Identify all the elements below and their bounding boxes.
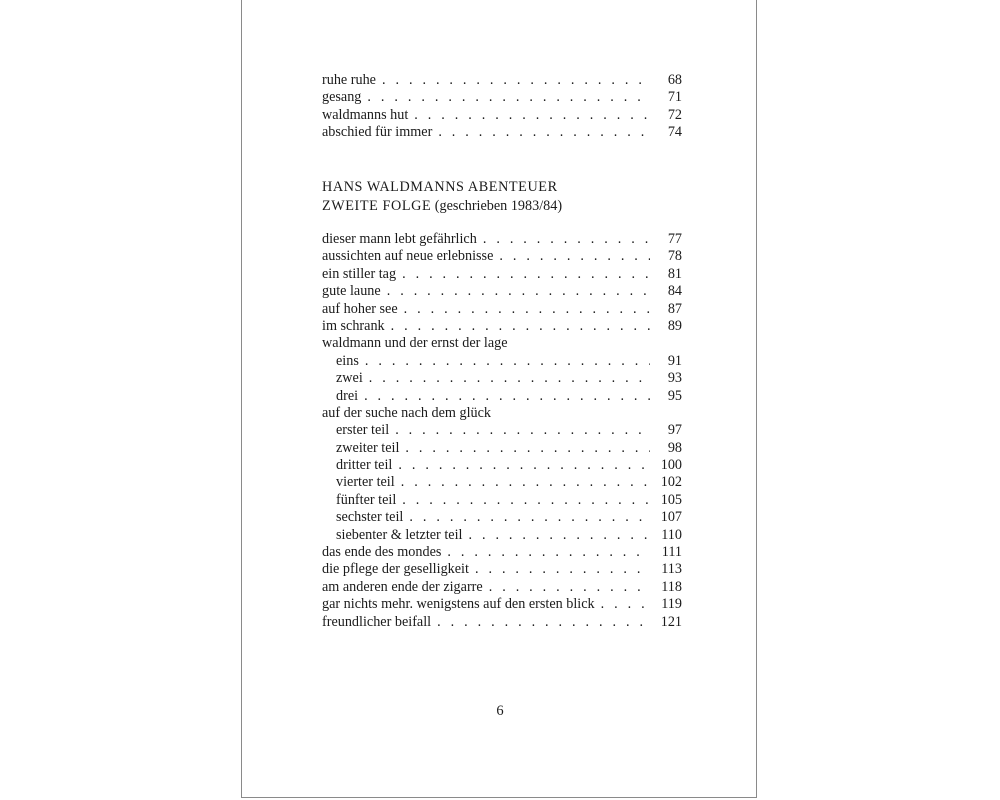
leader-dots xyxy=(402,266,650,283)
toc-entry-page: 78 xyxy=(667,248,682,265)
toc-entry-page: 100 xyxy=(660,457,682,474)
toc-entry-page: 89 xyxy=(667,317,682,334)
toc-entry-title: erster teil xyxy=(336,422,390,439)
toc-entry xyxy=(322,107,682,124)
toc-entry-title: zweiter teil xyxy=(336,439,400,456)
toc-entry-title: vierter teil xyxy=(336,474,395,491)
toc-entry-title: gar nichts mehr. wenigstens auf den ersten blick xyxy=(322,596,595,613)
toc-entry-title: abschied für immer xyxy=(322,124,433,141)
toc-entry xyxy=(322,231,682,248)
toc-entry-title: ruhe ruhe xyxy=(322,72,376,88)
toc-entry-title: eins xyxy=(336,352,359,369)
toc-entry-page: 71 xyxy=(667,89,682,106)
toc-entry xyxy=(322,301,682,318)
toc-entry-title: aussichten auf neue erlebnisse xyxy=(322,248,494,265)
leader-dots xyxy=(468,527,650,544)
leader-dots xyxy=(402,492,650,509)
toc-entry xyxy=(322,405,682,422)
section-heading xyxy=(322,178,562,216)
toc-entry-title: fünfter teil xyxy=(336,491,397,508)
toc-entry-page: 81 xyxy=(667,265,682,282)
leader-dots xyxy=(404,301,650,318)
toc-entry-page: 72 xyxy=(667,106,682,123)
leader-dots xyxy=(447,544,650,561)
leader-dots xyxy=(437,614,650,631)
toc-entry xyxy=(322,440,682,457)
toc-entry xyxy=(322,72,682,89)
toc-entry-page: 98 xyxy=(667,439,682,456)
leader-dots xyxy=(475,561,650,578)
toc-entry-page: 113 xyxy=(661,561,682,578)
toc-entry xyxy=(322,596,682,613)
leader-dots xyxy=(409,509,650,526)
toc-entry-title: gesang xyxy=(322,89,362,106)
toc-entry-title: siebenter & letzter teil xyxy=(336,526,463,543)
toc-entry-page: 74 xyxy=(667,124,682,141)
toc-entry-title: waldmann und der ernst der lage xyxy=(322,335,508,352)
toc-entry-page: 107 xyxy=(660,509,682,526)
toc-entry-title: sechster teil xyxy=(336,509,404,526)
toc-entry-title: freundlicher beifall xyxy=(322,613,432,630)
leader-dots xyxy=(367,89,650,106)
toc-entry xyxy=(322,509,682,526)
toc-entry-title: auf der suche nach dem glück xyxy=(322,404,491,421)
toc-entry-title: drei xyxy=(336,387,359,404)
section-title-line1: HANS WALDMANNS ABENTEUER xyxy=(322,179,558,195)
toc-entry-page: 97 xyxy=(667,422,682,439)
toc-entry xyxy=(322,124,682,141)
leader-dots xyxy=(499,248,650,265)
toc-entry-page: 87 xyxy=(667,300,682,317)
toc-entry-page: 119 xyxy=(661,596,682,613)
section-subtitle-caps: ZWEITE FOLGE xyxy=(322,198,432,214)
toc-entry-page: 111 xyxy=(661,544,682,561)
toc-entry-title: im schrank xyxy=(322,317,385,334)
section-subtitle-note: (geschrieben 1983/84) xyxy=(434,198,563,214)
page-number: 6 xyxy=(496,703,504,719)
toc-entry-page: 105 xyxy=(660,491,682,508)
toc-entry-page: 93 xyxy=(667,370,682,387)
toc-entry xyxy=(322,353,682,370)
section-title-line2 xyxy=(322,197,562,216)
leader-dots xyxy=(395,422,650,439)
toc-entry xyxy=(322,248,682,265)
leader-dots xyxy=(414,107,650,124)
toc-entry-title: waldmanns hut xyxy=(322,106,409,123)
toc-entry xyxy=(322,266,682,283)
toc-entry-title: auf hoher see xyxy=(322,300,398,317)
toc-entry-title: gute laune xyxy=(322,283,381,300)
toc-entry-title: am anderen ende der zigarre xyxy=(322,578,483,595)
leader-dots xyxy=(405,440,650,457)
leader-dots xyxy=(401,474,650,491)
toc-entry xyxy=(322,614,682,631)
leader-dots xyxy=(489,579,650,596)
leader-dots xyxy=(398,457,650,474)
leader-dots xyxy=(391,318,650,335)
toc-entry-page: 102 xyxy=(660,474,682,491)
toc-entry-title: das ende des mondes xyxy=(322,544,442,561)
toc-entry-title: dritter teil xyxy=(336,457,393,474)
leader-dots xyxy=(483,231,650,248)
leader-dots xyxy=(364,388,650,405)
toc-entry xyxy=(322,388,682,405)
leader-dots xyxy=(387,283,650,300)
toc-entry-page: 110 xyxy=(661,526,682,543)
toc-main-list xyxy=(322,231,682,631)
toc-entry xyxy=(322,283,682,300)
toc-entry-page: 95 xyxy=(667,387,682,404)
toc-entry xyxy=(322,318,682,335)
leader-dots xyxy=(365,353,650,370)
toc-entry xyxy=(322,335,682,352)
leader-dots xyxy=(438,124,650,141)
toc-entry-page: 77 xyxy=(667,231,682,247)
toc-entry xyxy=(322,422,682,439)
toc-entry-title: dieser mann lebt gefährlich xyxy=(322,231,477,247)
toc-entry xyxy=(322,544,682,561)
toc-entry xyxy=(322,527,682,544)
toc-entry-page: 84 xyxy=(667,283,682,300)
toc-entry-title: zwei xyxy=(336,370,363,387)
toc-entry-page: 91 xyxy=(667,352,682,369)
leader-dots xyxy=(601,596,650,613)
toc-entry-title: die pflege der geselligkeit xyxy=(322,561,469,578)
toc-entry-title: ein stiller tag xyxy=(322,265,397,282)
leader-dots xyxy=(382,72,650,89)
toc-entry xyxy=(322,370,682,387)
toc-entry-page: 118 xyxy=(661,578,682,595)
toc-entry xyxy=(322,89,682,106)
leader-dots xyxy=(369,370,650,387)
toc-entry-page: 121 xyxy=(660,613,682,630)
toc-entry-page: 68 xyxy=(667,72,682,88)
toc-entry xyxy=(322,457,682,474)
toc-entry xyxy=(322,579,682,596)
toc-top-list xyxy=(322,72,682,142)
toc-entry xyxy=(322,474,682,491)
toc-entry xyxy=(322,561,682,578)
toc-entry xyxy=(322,492,682,509)
